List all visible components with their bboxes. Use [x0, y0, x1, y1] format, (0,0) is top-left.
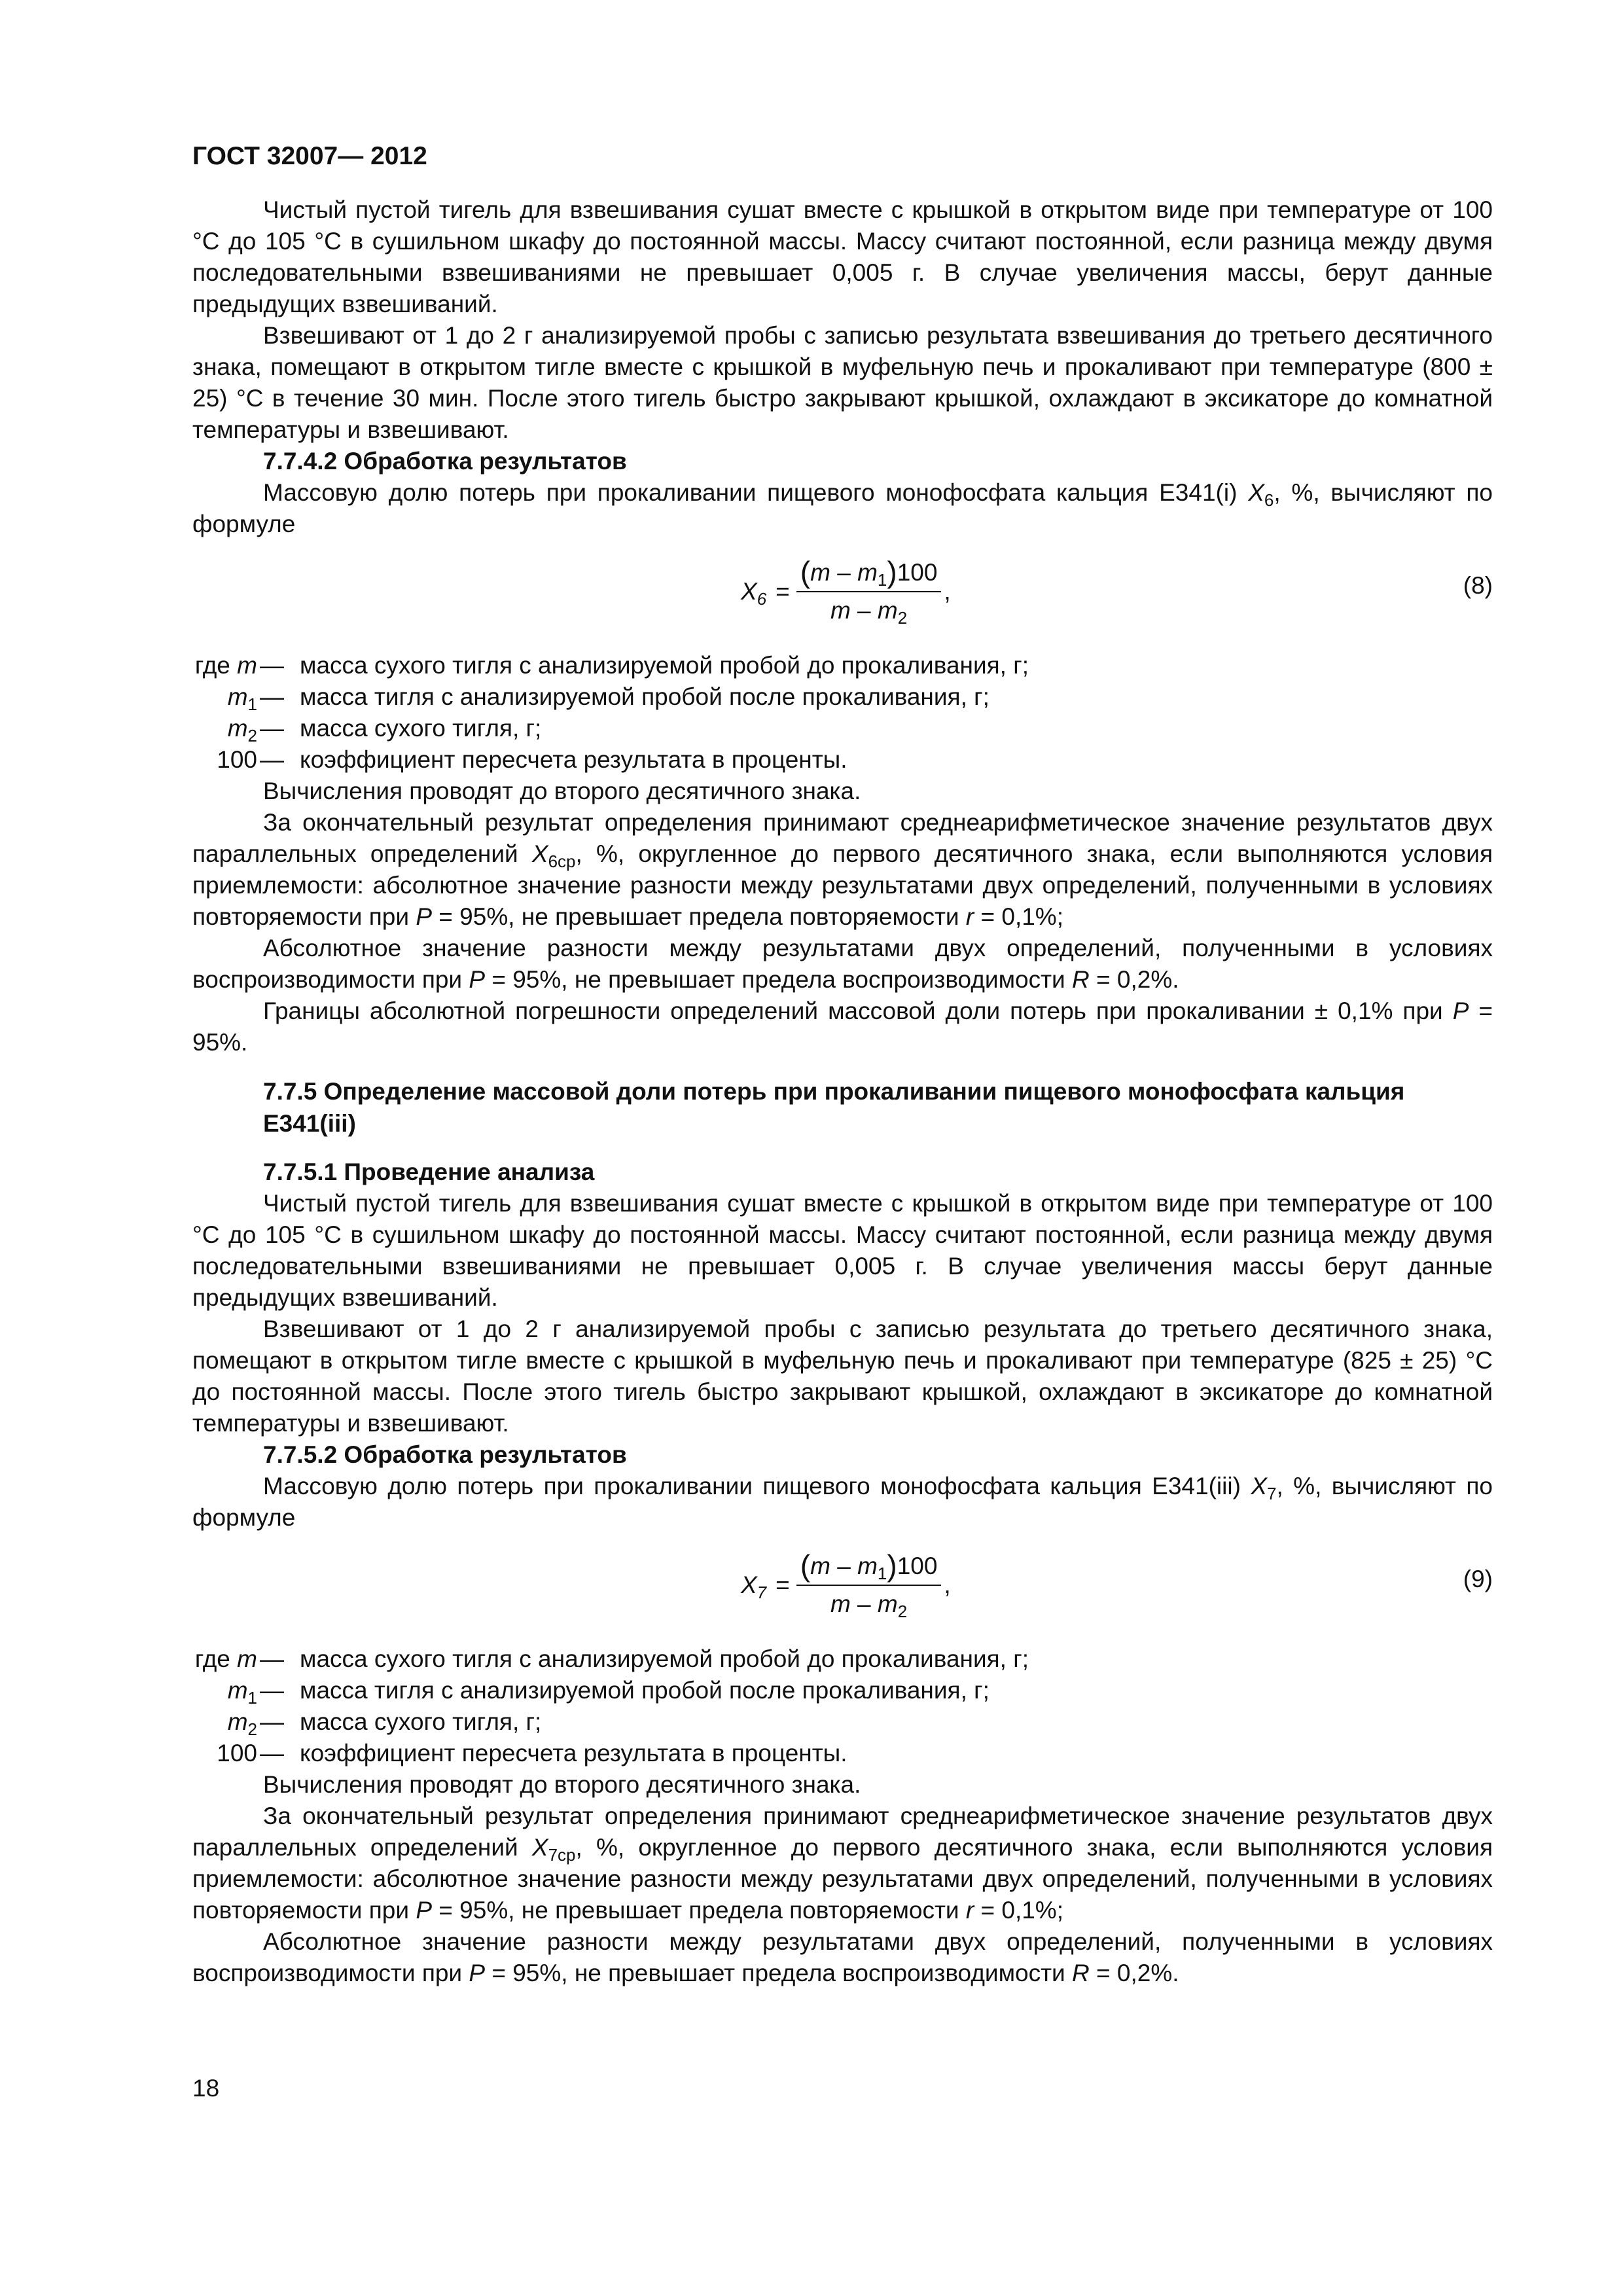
paragraph-reproducibility-1: Абсолютное значение разности между результатами двух определений, полученными в условиях воспроизводимости при P = 95%, не превышает предела воспроизводимости R = 0,2%. [192, 935, 1493, 993]
paragraph-calc-precision-1: Вычисления проводят до второго десятичного знака. [263, 778, 861, 804]
paragraph-formula-intro-2: Массовую долю потерь при прокаливании пищевого монофосфата кальция Е341(iii) $X_7$, %, вычисляют по формуле [192, 1473, 1493, 1531]
equation-number-8: (8) [1463, 572, 1493, 599]
paragraph-drying-crucible: Чистый пустой тигель для взвешивания сушат вместе с крышкой в открытом виде при температуре от 100 °С до 105 °С в сушильном шкафу до постоянной массы. Массу считают постоянной, если разница между двумя последовательными взвешиваниями не превышает 0,005 г. В случае увеличения массы, берут данные предыдущих взвешиваний. [192, 196, 1493, 317]
paragraph-final-result-2: За окончательный результат определения принимают среднеарифметическое значение результатов двух параллельных определений $X_{7ср}$, %, округленное до первого десятичного знака, если выполняются условия приемлемости: абсолютное значение разности между результатами двух определений, полученными в условиях повторяемости при P = 95%, не превышает предела повторяемости r = 0,1%; [192, 1803, 1493, 1924]
document-header: ГОСТ 32007— 2012 [192, 142, 427, 170]
formula-8: $X_6$ = $\frac{(m - m_1)100}{m - m_2}$ , (8) [741, 555, 1493, 628]
page-number: 18 [192, 2075, 220, 2102]
variable-list-2: где m — масса сухого тигля с анализируемой пробой до прокаливания, г; $m_1$ — масса тигля с анализируемой пробой после прокаливания, г; $m_2$ — масса сухого тигля, г; 100 — коэффициент пересчета результата в проценты. [194, 1645, 1029, 1767]
equation-number-9: (9) [1463, 1566, 1493, 1592]
formula-9-numerator: $(m - m_1)100$ [796, 1551, 942, 1586]
formula-8-denominator: m – $m_2$ [830, 597, 908, 628]
variable-list-1: где m — масса сухого тигля с анализируемой пробой до прокаливания, г; $m_1$ — масса тигля с анализируемой пробой после прокаливания, г; $m_2$ — масса сухого тигля, г; 100 — коэффициент пересчета результата в проценты. [194, 652, 1029, 773]
document-page [192, 141, 1493, 1989]
section-heading-7-7-5: 7.7.5 Определение массовой доли потерь при прокаливании пищевого монофосфата кальция Е341(iii) [263, 1078, 1405, 1137]
subsection-heading-7-7-5-2: 7.7.5.2 Обработка результатов [263, 1441, 627, 1468]
paragraph-drying-crucible-2: Чистый пустой тигель для взвешивания сушат вместе с крышкой в открытом виде при температуре от 100 °С до 105 °С в сушильном шкафу до постоянной массы. Массу считают постоянной, если разница между двумя последовательными взвешиваниями не превышает 0,005 г. В случае увеличения массы берут данные предыдущих взвешиваний. [192, 1190, 1493, 1311]
paragraph-error-bounds: Границы абсолютной погрешности определений массовой доли потерь при прокаливании ± 0,1% при P = 95%. [192, 997, 1493, 1056]
paragraph-calc-precision-2: Вычисления проводят до второго десятичного знака. [263, 1771, 861, 1798]
formula-9-denominator: m – $m_2$ [830, 1590, 908, 1621]
paragraph-weighing-procedure-2: Взвешивают от 1 до 2 г анализируемой пробы с записью результата до третьего десятичного знака, помещают в открытом тигле вместе с крышкой в муфельную печь и прокаливают при температуре (825 ± 25) °С до постоянной массы. После этого тигель быстро закрывают крышкой, охлаждают в эксикаторе до комнатной температуры и взвешивают. [192, 1316, 1493, 1437]
paragraph-reproducibility-2: Абсолютное значение разности между результатами двух определений, полученными в условиях воспроизводимости при P = 95%, не превышает предела воспроизводимости R = 0,2%. [192, 1928, 1493, 1986]
subsection-heading-7-7-5-1: 7.7.5.1 Проведение анализа [263, 1158, 595, 1185]
formula-8-numerator: $(m - m_1)100$ [796, 557, 942, 592]
paragraph-weighing-procedure: Взвешивают от 1 до 2 г анализируемой пробы с записью результата взвешивания до третьего десятичного знака, помещают в открытом тигле вместе с крышкой в муфельную печь и прокаливают при температуре (800 ± 25) °С в течение 30 мин. После этого тигель быстро закрывают крышкой, охлаждают в эксикаторе до комнатной температуры и взвешивают. [192, 322, 1493, 443]
paragraph-final-result-1: За окончательный результат определения принимают среднеарифметическое значение результатов двух параллельных определений $X_{6ср}$, %, округленное до первого десятичного знака, если выполняются условия приемлемости: абсолютное значение разности между результатами двух определений, полученными в условиях повторяемости при P = 95%, не превышает предела повторяемости r = 0,1%; [192, 809, 1493, 930]
subsection-heading-7-7-4-2: 7.7.4.2 Обработка результатов [263, 448, 627, 475]
formula-9: $X_7$ = $\frac{(m - m_1)100}{m - m_2}$ , (9) [741, 1549, 1493, 1621]
paragraph-formula-intro-1: Массовую долю потерь при прокаливании пищевого монофосфата кальция Е341(i) $X_6$, %, вычисляют по формуле [192, 479, 1493, 537]
